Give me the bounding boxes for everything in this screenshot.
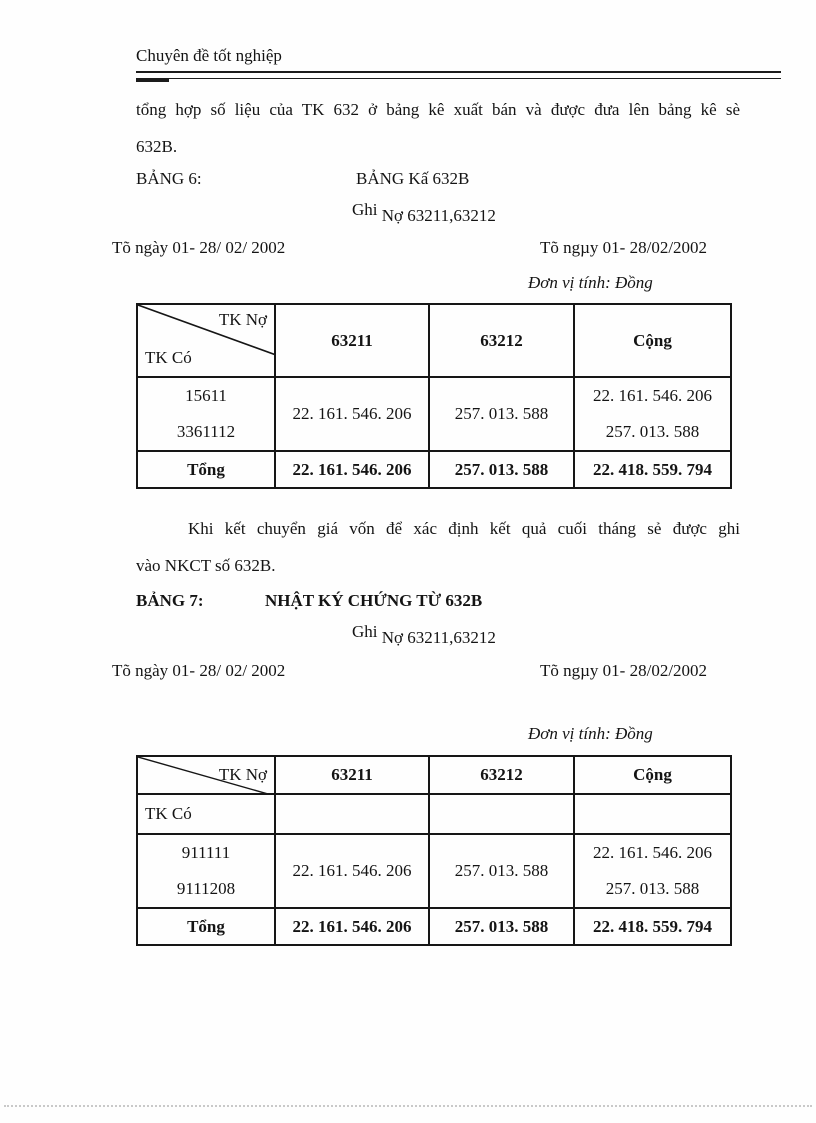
bang7-cell-63212	[429, 834, 574, 908]
between-line-2: vào NKCT số 632B.	[136, 556, 276, 575]
bang6-total-63211: 22. 161. 546. 206	[275, 451, 429, 488]
bang7-cong-1: 22. 161. 546. 206	[593, 843, 712, 862]
header-rule	[136, 71, 781, 79]
bang6-unit: Đơn vị tính: Đồng	[528, 273, 653, 292]
bang6-ghi: Ghi	[352, 200, 378, 219]
bang7-label: BẢNG 7:	[136, 591, 204, 610]
bang6-cong-2: 257. 013. 588	[605, 422, 700, 441]
bang7-tk-co-cell: TK Có	[137, 794, 275, 834]
bang7-account-1: 911111	[181, 843, 231, 862]
bang7-empty-2	[429, 794, 574, 834]
between-line-1: Khi kết chuyển giá vốn để xác định kết quả cuối tháng sẻ được ghi	[188, 519, 740, 538]
bang7-tkco-row	[137, 794, 731, 834]
intro-line-1: tổng hợp số liệu của TK 632 ở bảng kê xuất bán và được đưa lên bảng kê sè	[136, 100, 740, 119]
bang6-account-1: 15611	[185, 386, 227, 405]
bang6-col-63212: 63212	[429, 304, 574, 377]
bang6-account-2: 3361112	[176, 422, 236, 441]
bang6-title: BẢNG Kấ 632B	[356, 169, 470, 188]
bang6-date-left: Tõ ngày 01- 28/ 02/ 2002	[112, 238, 286, 257]
bang6-cong-1: 22. 161. 546. 206	[593, 386, 712, 405]
bang6-col-cong: Cộng	[574, 304, 731, 377]
bang7-date-left: Tõ ngày 01- 28/ 02/ 2002	[112, 661, 286, 680]
bang7-table	[136, 755, 732, 946]
bang6-corner-tk-no: TK Nợ	[218, 310, 267, 329]
bang6-header-row	[137, 304, 731, 377]
bang6-cell-cong	[574, 377, 731, 451]
bang7-header-row	[137, 756, 731, 794]
bang6-value-63212: 257. 013. 588	[454, 404, 549, 423]
bang7-ghi-no-line	[352, 622, 496, 649]
bang6-total-cong: 22. 418. 559. 794	[574, 451, 731, 488]
bang7-total-63212: 257. 013. 588	[429, 908, 574, 945]
bang6-ghi-no-line	[352, 200, 496, 227]
bang6-total-63212: 257. 013. 588	[429, 451, 574, 488]
bang6-cell-63212	[429, 377, 574, 451]
bang6-table	[136, 303, 732, 489]
bang7-col-63211: 63211	[275, 756, 429, 794]
header-rule-dash	[136, 79, 169, 82]
bang7-ghi: Ghi	[352, 622, 378, 641]
bang7-account-2: 9111208	[176, 879, 236, 898]
bang7-col-63212: 63212	[429, 756, 574, 794]
bang6-total-label: Tổng	[137, 451, 275, 488]
bang7-date-right: Tõ ngµy 01- 28/02/2002	[540, 661, 708, 680]
bang6-col-63211: 63211	[275, 304, 429, 377]
bang6-date-right: Tõ ngµy 01- 28/02/2002	[540, 238, 708, 257]
bang7-cell-cong	[574, 834, 731, 908]
bang7-title: NHẬT KÝ CHỨNG TỪ 632B	[265, 591, 483, 610]
bang6-total-row	[137, 451, 731, 488]
bang6-accounts-cell	[137, 377, 275, 451]
page-bottom-dotted-line	[4, 1105, 812, 1107]
bang6-data-row	[137, 377, 731, 451]
bang7-total-cong: 22. 418. 559. 794	[574, 908, 731, 945]
bang6-corner-tk-co: TK Có	[145, 348, 192, 367]
bang7-accounts-cell	[137, 834, 275, 908]
bang6-label: BẢNG 6:	[136, 169, 202, 188]
bang7-total-63211: 22. 161. 546. 206	[275, 908, 429, 945]
bang7-corner-tk-no: TK Nợ	[218, 765, 267, 784]
bang6-cell-63211	[275, 377, 429, 451]
bang6-ghi-no: Nợ 63211,63212	[381, 206, 496, 225]
bang7-empty-1	[275, 794, 429, 834]
bang7-corner-cell	[137, 756, 275, 794]
page-header-title: Chuyên đề tốt nghiệp	[136, 46, 282, 65]
bang7-value-63212: 257. 013. 588	[454, 861, 549, 880]
bang7-total-row	[137, 908, 731, 945]
bang7-total-label: Tổng	[137, 908, 275, 945]
bang7-cong-2: 257. 013. 588	[605, 879, 700, 898]
bang6-value-63211: 22. 161. 546. 206	[292, 404, 412, 423]
bang7-empty-3	[574, 794, 731, 834]
bang6-corner-cell	[137, 304, 275, 377]
bang7-col-cong: Cộng	[574, 756, 731, 794]
bang7-data-row	[137, 834, 731, 908]
intro-line-2: 632B.	[136, 137, 178, 156]
bang7-unit: Đơn vị tính: Đồng	[528, 724, 653, 743]
bang7-ghi-no: Nợ 63211,63212	[381, 628, 496, 647]
bang7-value-63211: 22. 161. 546. 206	[292, 861, 412, 880]
bang7-cell-63211	[275, 834, 429, 908]
